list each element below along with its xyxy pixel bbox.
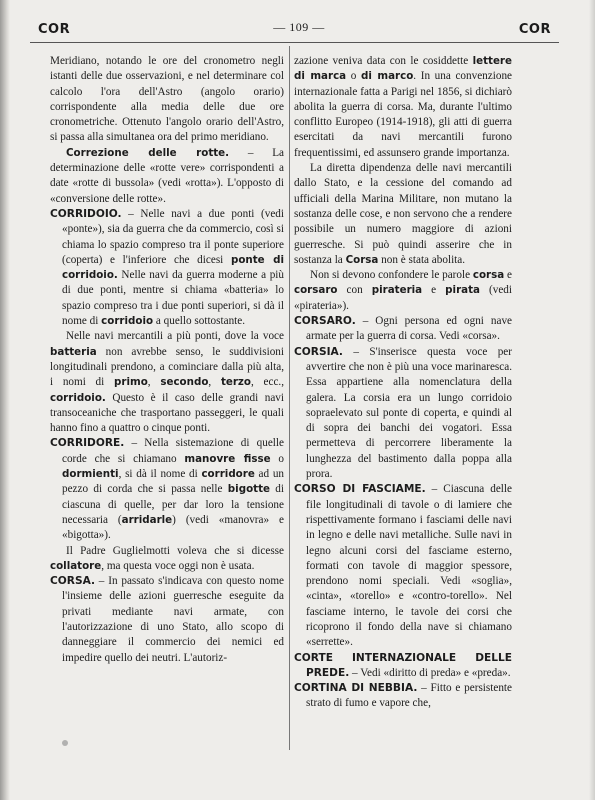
dictionary-entry [294, 681, 512, 712]
paragraph [50, 54, 284, 146]
entry-text: ) (vedi «manovra» e «bigotta»). [62, 513, 284, 542]
bold-term: corridoio. [50, 391, 106, 404]
entry-text: con [337, 284, 372, 297]
entry-text: (vedi «pirateria»). [294, 284, 513, 312]
entry-text: – Nelle navi a due ponti (vedi «ponte»), sia da guerra che da commercio, così si chiama lo spazio compreso tra il ponte superiore (coperta) e l'inferiore che dicesi [62, 207, 284, 266]
entry-text: Questo è il caso delle grandi navi transoceaniche che trasportano passeggeri, le quali hanno fino a quattro o cinque ponti. [50, 391, 284, 435]
entry-text: a quello sottostante. [153, 315, 246, 328]
entry-headword: CORTE INTERNAZIONALE DELLE PREDE. [294, 651, 512, 679]
entry-text: e [504, 269, 512, 282]
entry-text: , [147, 376, 161, 389]
entry-headword: CORTINA DI NEBBIA. [294, 682, 418, 695]
right-column [294, 54, 512, 712]
dictionary-entry [294, 482, 512, 650]
bold-term: collatore [50, 559, 102, 572]
bold-term: arridarle [121, 513, 173, 526]
entry-text: , si dà il nome di [118, 468, 202, 481]
column-divider [289, 46, 290, 750]
left-column [50, 54, 284, 666]
entry-headword: CORSIA. [294, 345, 343, 358]
bold-term: corridore [201, 468, 255, 481]
paragraph [50, 544, 284, 575]
running-head-right: COR [518, 22, 551, 37]
page-number: — 109 — [273, 20, 325, 34]
entry-text: ad un pezzo di corda che si passa nelle [62, 468, 285, 496]
entry-text: – Fitto e persistente strato di fumo e vapore che, [306, 682, 512, 710]
bold-term: Corsa [345, 253, 379, 266]
entry-text: – In passato s'indicava con questo nome l'insieme delle azioni guerresche eseguite da privati mediante navi armate, con l'autorizzazione di uno Stato, allo scopo di danneggiare il commercio dei nemici ed impedire quello dei neutri. L'autoriz- [62, 575, 284, 664]
entry-text: non è stata abolita. [378, 253, 466, 266]
entry-text: , ecc., [251, 376, 285, 389]
bold-term: corridoio [101, 315, 154, 328]
bold-term: corsaro [294, 284, 338, 297]
paragraph [50, 146, 284, 207]
ink-smudge [62, 740, 68, 746]
entry-headword: CORSARO. [294, 315, 356, 328]
entry-text: – S'inserisce questa voce per avvertire che non è più una voce marinaresca. Essa appartiene alla nomenclatura della galera. La corsia era un lungo corridoio sopraelevato sul ponte di coperta, e quindi al di sopra dei banchi dei vogatori. Essa permetteva di percorrere liberamente la lunghezza del bastimento dalla poppa alla prora. [306, 345, 512, 481]
entry-text: Nelle navi mercantili a più ponti, dove la voce [66, 330, 284, 343]
entry-text: o [346, 70, 362, 83]
entry-text: e [422, 284, 446, 297]
entry-headword: CORSO DI FASCIAME. [294, 483, 426, 496]
bold-term: primo [114, 376, 148, 389]
bold-term: lettere di marca [294, 55, 512, 83]
running-head-left: COR [38, 22, 71, 37]
paragraph [294, 54, 512, 161]
paragraph [50, 329, 284, 436]
bold-term: manovre fisse [184, 452, 271, 465]
bold-term: di marco [361, 70, 414, 83]
bold-term: dormienti [62, 468, 119, 481]
dictionary-entry [294, 651, 512, 682]
header-rule [30, 42, 559, 43]
entry-text: Nelle navi da guerra moderne a più di due ponti, mentre si chiama «batteria» lo spazio compreso tra i due ponti superiori, si dà il nome di [62, 269, 284, 328]
bold-term: pirateria [371, 284, 423, 297]
entry-text: La diretta dipendenza delle navi mercantili dallo Stato, e la cessione del comando ad ufficiali della Marina Militare, non mutano la sostanza delle cose, e non servono che a rendere possibile un numero maggiore di azioni guerresche. Si può quindi asserire che in sostanza la [294, 162, 512, 266]
entry-headword: CORRIDOIO. [50, 207, 122, 220]
paragraph [294, 268, 512, 314]
entry-text: – Nella sistemazione di quelle corde che si chiamano [62, 437, 284, 465]
bold-term: bigotte [227, 483, 270, 496]
entry-text: , ma questa voce oggi non è usata. [101, 559, 255, 572]
page-right-edge [589, 0, 595, 800]
entry-text: – Ciascuna delle file longitudinali di tavole o di lamiere che rispettivamente formano i fasciami delle navi in legno e delle navi metalliche. Sulle navi in legno alcuni corsi del fasciame esterno, formati con tavole di maggior spessore, prendono nomi speciali. Vedi «soglia», «cinta», «torello» e «contro-torello». Nel fasciame interno, le tavole dei corsi che ricoprono il fondo della nave si chiamano «serrette». [306, 483, 512, 649]
bold-term: terzo [220, 376, 251, 389]
bold-term: batteria [50, 345, 97, 358]
dictionary-entry [294, 314, 512, 345]
dictionary-entry [294, 345, 512, 483]
entry-text: Non si devono confondere le parole [310, 269, 473, 282]
entry-text: di ciascuna di quelle, per dar loro la tensione necessaria ( [62, 483, 285, 526]
entry-text: o [270, 452, 284, 465]
dictionary-entry [50, 436, 284, 543]
paragraph-text: Meridiano, notando le ore del cronometro negli istanti delle due osservazioni, e nel determinare col calcolo l'ora dell'Astro (angolo orario) corrispondente alla media delle due ore cronometriche. Ottenuto l'angolo orario dell'Astro, si passa alla simultanea ora del primo meridiano. [50, 55, 284, 144]
bold-term: ponte di corridoio. [62, 253, 284, 282]
dictionary-entry [50, 207, 284, 329]
entry-headword: CORSA. [50, 575, 95, 588]
bold-term: secondo [160, 376, 209, 389]
bold-term: pirata [445, 284, 480, 297]
paragraph [294, 161, 512, 268]
entry-text: – La determinazione delle «rotte vere» corrispondenti a date «rotte di bussola» (vedi «rotta»). L'opposto di «conversione delle rotte». [50, 146, 284, 205]
entry-text: Il Padre Guglielmotti voleva che si dicesse [66, 544, 284, 557]
entry-text: . In una convenzione internazionale fatta a Parigi nel 1856, si dichiarò abolita la guerra di corsa. Ma, durante l'ultimo conflitto Europeo (1914-1918), gli atti di guerra esercitati da navi mercantili furono frequentissimi, ed assunsero grande importanza. [294, 70, 512, 159]
entry-text: non avrebbe senso, le suddivisioni longitudinali prendono, a cominciare dalla più alta, i nomi di [50, 345, 284, 389]
dictionary-entry [50, 574, 284, 666]
bold-term: Correzione delle rotte. [66, 146, 230, 159]
entry-text: – Ogni persona ed ogni nave armate per la guerra di corsa. Vedi «corsa». [306, 315, 512, 343]
entry-text: , [208, 376, 221, 389]
bold-term: corsa [472, 269, 505, 282]
page-binding-edge [0, 0, 10, 800]
entry-text: zazione veniva data con le cosiddette [294, 55, 473, 67]
entry-text: – Vedi «diritto di preda» e «preda». [349, 666, 511, 679]
entry-headword: CORRIDORE. [50, 437, 125, 450]
